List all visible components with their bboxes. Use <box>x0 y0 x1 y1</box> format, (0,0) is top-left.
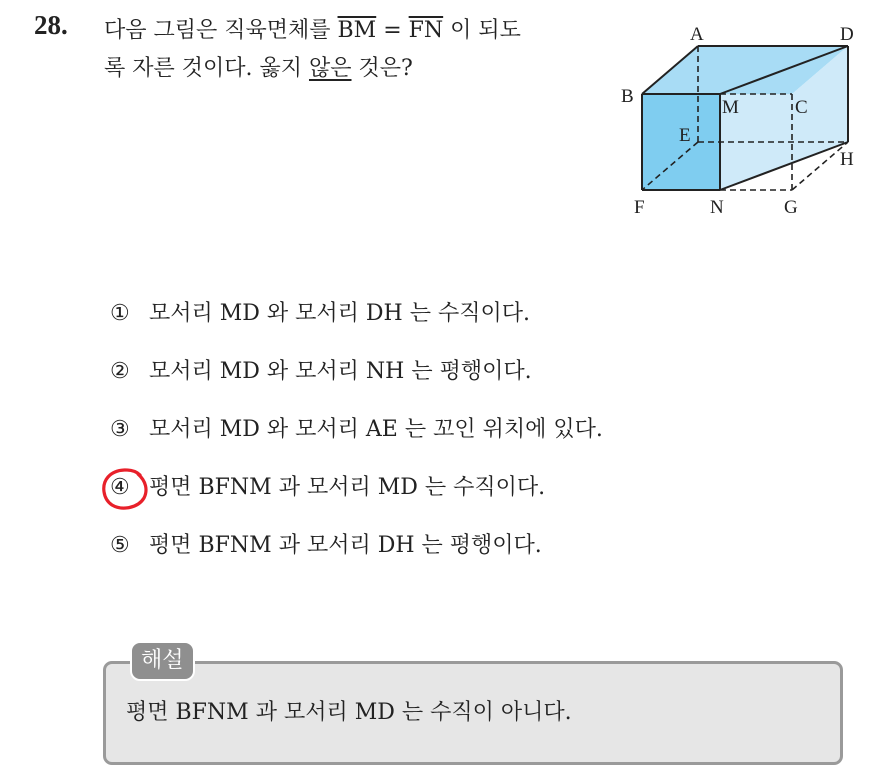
choice-3[interactable] <box>110 410 603 468</box>
choice-4[interactable] <box>110 468 603 526</box>
question-line2-pre: 록 자른 것이다. 옳지 <box>104 56 309 81</box>
answer-circle-icon <box>100 465 150 511</box>
choice-marker: ⑤ <box>110 533 130 558</box>
choice-5[interactable] <box>110 526 603 584</box>
choice-text: 평면 BFNM 과 모서리 MD 는 수직이다. <box>149 475 546 500</box>
choice-text: 모서리 MD 와 모서리 DH 는 수직이다. <box>149 301 530 326</box>
choice-marker-selected <box>110 468 142 508</box>
choice-1[interactable] <box>110 294 603 352</box>
question-line2-post: 것은? <box>351 56 413 81</box>
segment-bm: $\overline{BM}$ <box>337 18 377 43</box>
label-n: N <box>710 197 724 218</box>
label-d: D <box>840 24 854 45</box>
choice-marker: ③ <box>110 417 130 442</box>
choice-2[interactable] <box>110 352 603 410</box>
choice-text: 모서리 MD 와 모서리 NH 는 평행이다. <box>149 359 532 384</box>
explanation-text: 평면 BFNM 과 모서리 MD 는 수직이 아니다. <box>126 700 572 725</box>
label-e: E <box>679 125 691 146</box>
explanation-tag: 해설 <box>130 641 195 681</box>
label-h: H <box>840 149 854 170</box>
segment-fn: $\overline{FN}$ <box>408 18 444 43</box>
label-m: M <box>722 97 739 118</box>
question-line-1 <box>104 12 604 50</box>
question-line1-post: 이 되도 <box>443 18 521 43</box>
label-b: B <box>621 86 634 107</box>
label-f: F <box>634 197 645 218</box>
question-line1-pre: 다음 그림은 직육면체를 <box>104 18 338 43</box>
label-g: G <box>784 197 798 218</box>
question-text <box>104 12 604 88</box>
underlined-not: 않은 <box>308 56 352 81</box>
choice-text: 평면 BFNM 과 모서리 DH 는 평행이다. <box>149 533 542 558</box>
question-number: 28. <box>34 10 68 40</box>
answer-choices <box>110 294 603 584</box>
question-line-2 <box>104 50 604 88</box>
label-c: C <box>795 97 808 118</box>
label-a: A <box>690 24 704 45</box>
cuboid-figure <box>612 18 874 220</box>
choice-text: 모서리 MD 와 모서리 AE 는 꼬인 위치에 있다. <box>149 417 603 442</box>
choice-marker-glyph: ④ <box>110 475 130 500</box>
equals-sign: = <box>376 18 409 43</box>
choice-marker: ② <box>110 359 130 384</box>
choice-marker: ① <box>110 301 130 326</box>
